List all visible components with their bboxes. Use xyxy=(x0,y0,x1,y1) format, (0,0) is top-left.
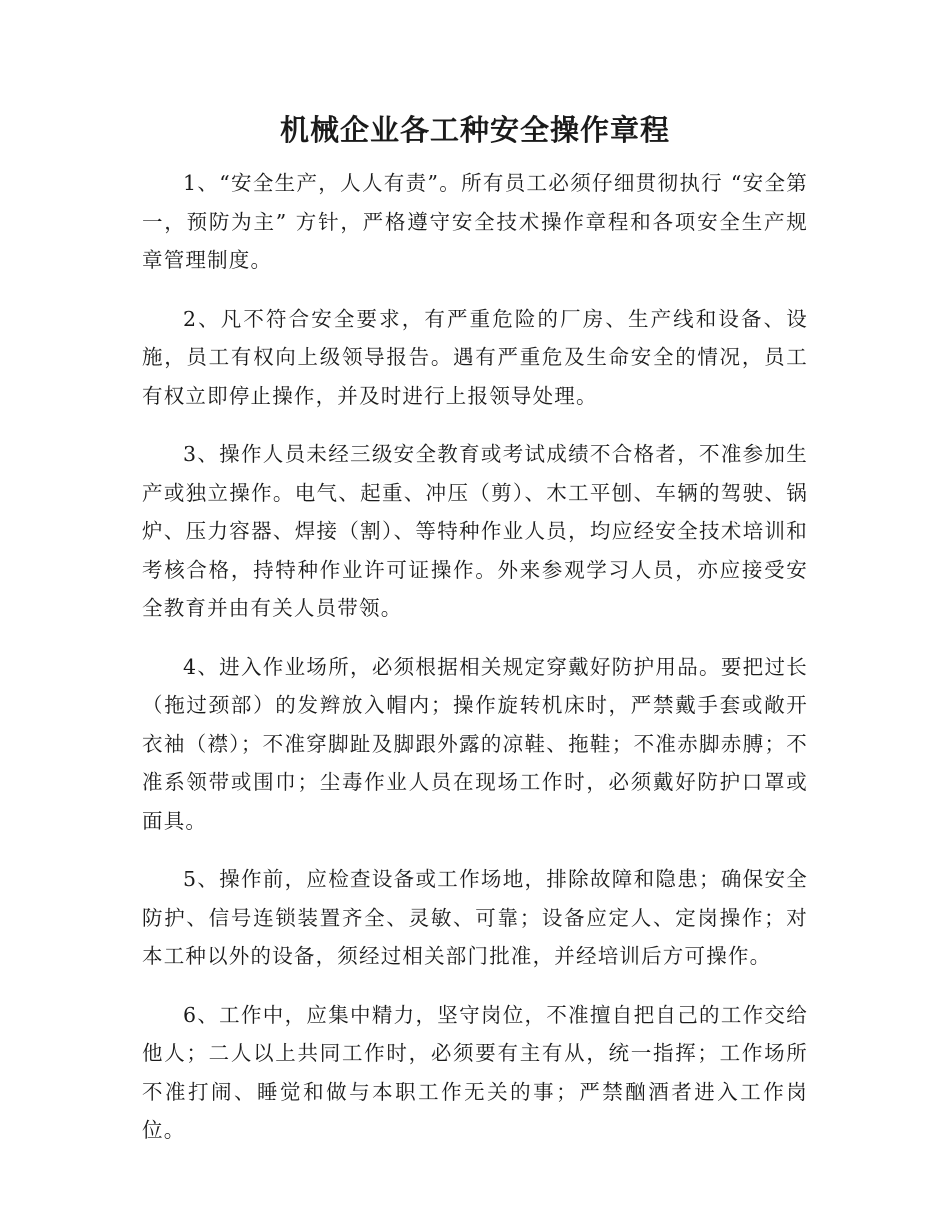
paragraph-5: 5、操作前，应检查设备或工作场地，排除故障和隐患；确保安全防护、信号连锁装置齐全、灵敏、可靠；设备应定人、定岗操作；对本工种以外的设备，须经过相关部门批准，并经培训后方可操作。 xyxy=(142,867,808,968)
paragraph-1: 1、“安全生产，人人有责”。所有员工必须仔细贯彻执行 “安全第一，预防为主” 方针，严格遵守安全技术操作章程和各项安全生产规章管理制度。 xyxy=(142,171,808,272)
paragraph-3: 3、操作人员未经三级安全教育或考试成绩不合格者，不准参加生产或独立操作。电气、起重、冲压（剪）、木工平刨、车辆的驾驶、锅炉、压力容器、焊接（割）、等特种作业人员，均应经安全技术培训和考核合格，持特种作业许可证操作。外来参观学习人员，亦应接受安全教育并由有关人员带领。 xyxy=(142,442,808,620)
paragraph-4: 4、进入作业场所，必须根据相关规定穿戴好防护用品。要把过长（拖过颈部）的发辫放入帽内；操作旋转机床时，严禁戴手套或敞开衣袖（襟）；不准穿脚趾及脚跟外露的凉鞋、拖鞋；不准赤脚赤膊；不准系领带或围巾；尘毒作业人员在现场工作时，必须戴好防护口罩或面具。 xyxy=(142,654,808,833)
document-body xyxy=(142,164,808,1170)
page-title: 机械企业各工种安全操作章程 xyxy=(279,113,670,147)
paragraph-2: 2、凡不符合安全要求，有严重危险的厂房、生产线和设备、设施，员工有权向上级领导报告。遇有严重危及生命安全的情况，员工有权立即停止操作，并及时进行上报领导处理。 xyxy=(142,306,808,408)
paragraph-6: 6、工作中，应集中精力，坚守岗位，不准擅自把自己的工作交给他人；二人以上共同工作时，必须要有主有从，统一指挥；工作场所不准打闹、睡觉和做与本职工作无关的事；严禁酗酒者进入工作岗位。 xyxy=(142,1002,808,1142)
